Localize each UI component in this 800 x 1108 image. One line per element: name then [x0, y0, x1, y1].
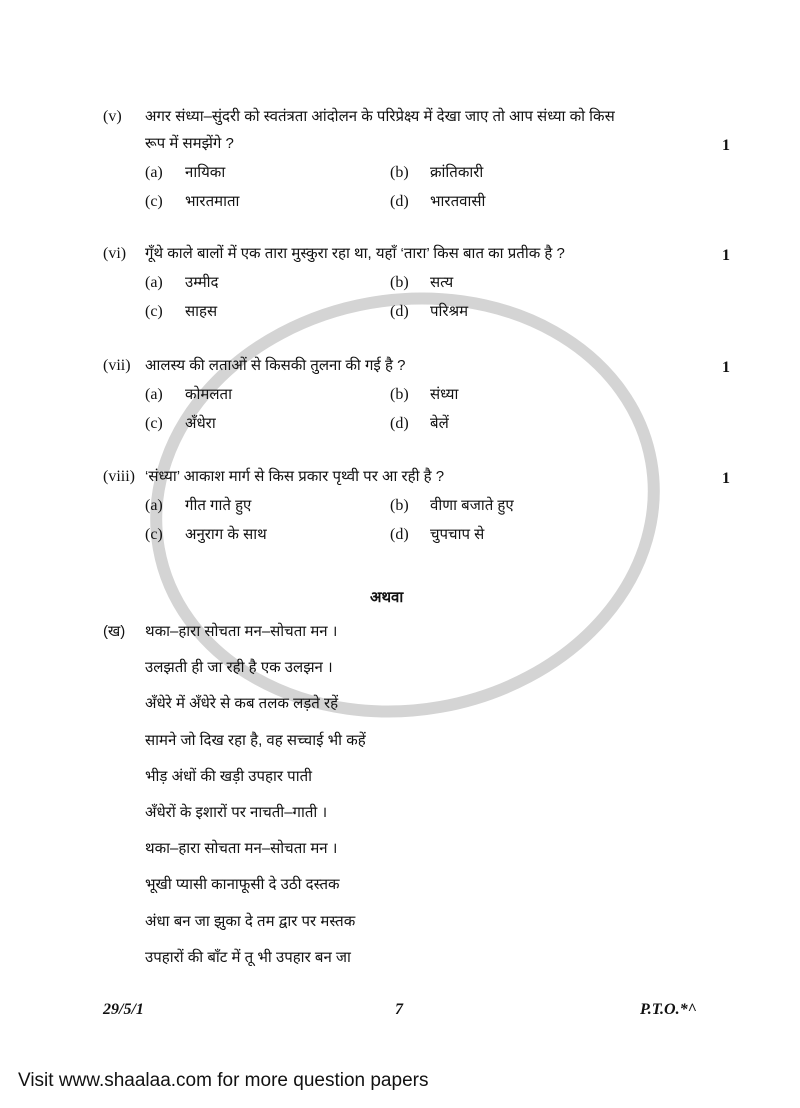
option-text: साहस [185, 303, 218, 320]
poem-line: भीड़ अंधों की खड़ी उपहार पाती [145, 767, 313, 785]
question-marks: 1 [722, 247, 730, 264]
visit-link[interactable]: Visit www.shaalaa.com for more question papers [18, 1070, 429, 1091]
question-number: (vi) [103, 245, 127, 262]
paper-code: 29/5/1 [103, 1001, 144, 1018]
option-text: बेलें [430, 415, 449, 432]
option-label: (d) [390, 415, 409, 432]
poem-line: थका–हारा सोचता मन–सोचता मन । [145, 840, 338, 858]
question-text: रूप में समझेंगे ? [145, 135, 234, 152]
option-label: (d) [390, 526, 409, 543]
option-text: चुपचाप से [430, 526, 485, 543]
question-number: (vii) [103, 357, 131, 374]
poem-line: अंधा बन जा झुका दे तम द्वार पर मस्तक [145, 912, 356, 930]
option-text: संध्या [430, 386, 459, 403]
question-text: गूँथे काले बालों में एक तारा मुस्कुरा रहा था, यहाँ ‘तारा’ किस बात का प्रतीक है ? [145, 245, 565, 262]
option-label: (a) [145, 497, 163, 514]
page-number: 7 [395, 1001, 403, 1018]
option-label: (c) [145, 193, 163, 210]
option-label: (b) [390, 386, 409, 403]
option-label: (a) [145, 386, 163, 403]
option-text: सत्य [430, 274, 454, 291]
option-text: अँधेरा [185, 415, 216, 432]
poem-line: उलझती ही जा रही है एक उलझन । [145, 659, 333, 677]
poem-line: सामने जो दिख रहा है, वह सच्चाई भी कहें [145, 731, 366, 749]
option-text: क्रांतिकारी [430, 164, 484, 181]
question-number: (v) [103, 108, 122, 125]
question-number: (viii) [103, 468, 135, 485]
option-label: (b) [390, 274, 409, 291]
option-text: भारतवासी [430, 193, 486, 210]
option-label: (c) [145, 303, 163, 320]
poem-label: (ख) [103, 623, 126, 640]
option-text: परिश्रम [430, 303, 469, 320]
poem-line: भूखी प्यासी कानाफूसी दे उठी दस्तक [145, 876, 340, 894]
option-label: (d) [390, 193, 409, 210]
option-text: अनुराग के साथ [185, 526, 267, 543]
poem-line: अँधेरे में अँधेरे से कब तलक लड़ते रहें [145, 695, 339, 713]
option-label: (a) [145, 164, 163, 181]
question-marks: 1 [722, 359, 730, 376]
question-text: ‘संध्या’ आकाश मार्ग से किस प्रकार पृथ्वी पर आ रही है ? [145, 468, 445, 485]
question-marks: 1 [722, 137, 730, 154]
option-text: वीणा बजाते हुए [430, 497, 514, 514]
question-marks: 1 [722, 470, 730, 487]
option-text: नायिका [185, 164, 226, 181]
pto-label: P.T.O.*^ [640, 1001, 697, 1018]
poem-line: उपहारों की बाँट में तू भी उपहार बन जा [145, 948, 351, 966]
option-label: (c) [145, 526, 163, 543]
option-text: भारतमाता [185, 193, 240, 210]
option-text: कोमलता [185, 386, 232, 403]
option-text: उम्मीद [185, 274, 219, 291]
option-text: गीत गाते हुए [185, 497, 252, 514]
question-text: आलस्य की लताओं से किसकी तुलना की गई है ? [145, 357, 406, 374]
poem-line: अँधेरों के इशारों पर नाचती–गाती । [145, 804, 328, 821]
option-label: (b) [390, 164, 409, 181]
question-text: अगर संध्या–सुंदरी को स्वतंत्रता आंदोलन के परिप्रेक्ष्य में देखा जाए तो आप संध्या को किस [145, 108, 615, 125]
poem-line: थका–हारा सोचता मन–सोचता मन । [145, 623, 338, 640]
option-label: (c) [145, 415, 163, 432]
option-label: (a) [145, 274, 163, 291]
option-label: (b) [390, 497, 409, 514]
or-heading: अथवा [370, 589, 404, 606]
option-label: (d) [390, 303, 409, 320]
